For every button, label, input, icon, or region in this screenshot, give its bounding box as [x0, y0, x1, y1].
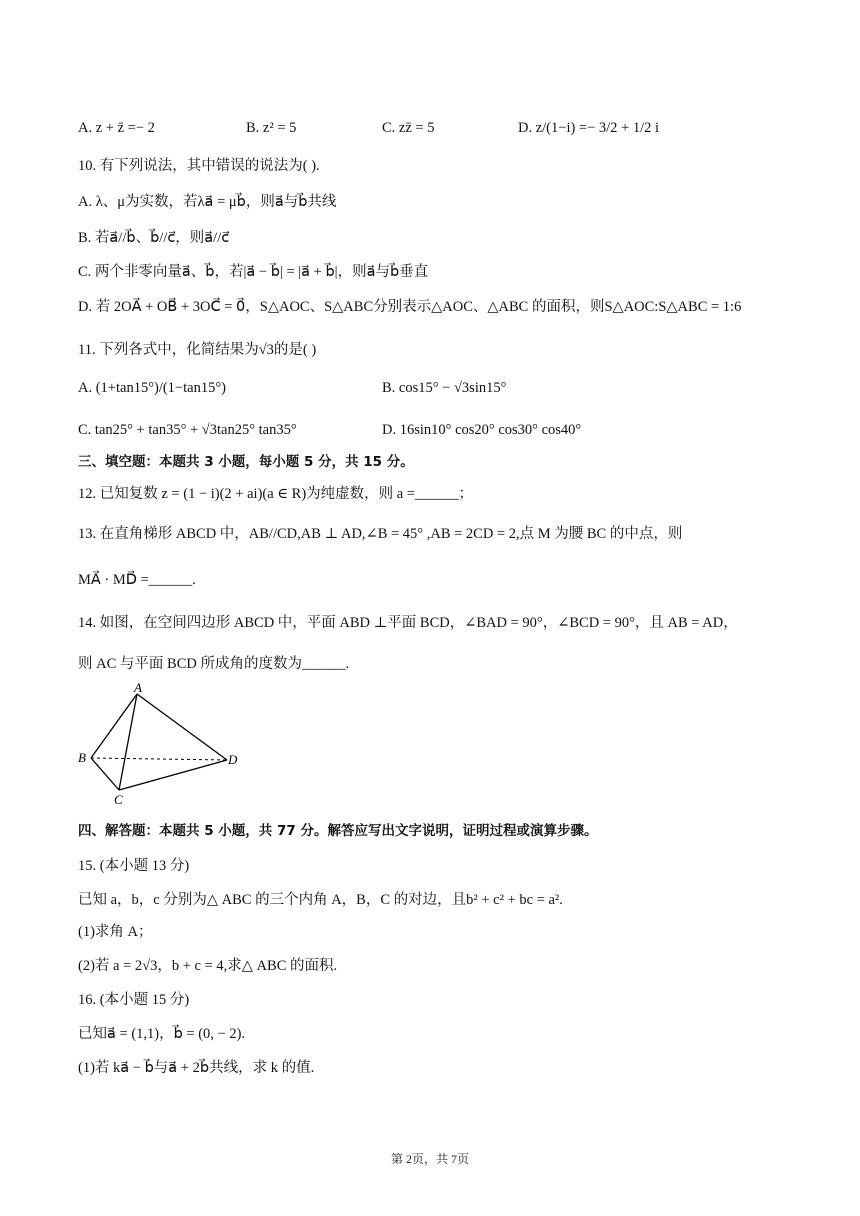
q16-part-1: (1)若 ka⃗ − b⃗与a⃗ + 2b⃗共线，求 k 的值. — [78, 1060, 315, 1076]
edge-ac — [119, 694, 137, 790]
q10-option-c: C. 两个非零向量a⃗、b⃗，若|a⃗ − b⃗| = |a⃗ + b⃗|，则a⃗与b⃗垂直 — [78, 264, 429, 280]
q11-option-b: B. cos15° − √3sin15° — [382, 380, 507, 396]
label-a: A — [134, 682, 142, 695]
edge-bc — [91, 758, 119, 790]
q10-option-a: A. λ、μ为实数，若λa⃗ = μb⃗，则a⃗与b⃗共线 — [78, 194, 337, 210]
q16-stem: 已知a⃗ = (1,1)，b⃗ = (0, − 2). — [78, 1026, 246, 1042]
page-footer: 第 2页，共 7页 — [390, 1152, 469, 1166]
q11-option-a: A. (1+tan15°)/(1−tan15°) — [78, 380, 226, 396]
q15-part-2: (2)若 a = 2√3，b + c = 4,求△ ABC 的面积. — [78, 958, 338, 974]
section-3-heading: 三、填空题：本题共 3 小题，每小题 5 分，共 15 分。 — [78, 454, 414, 470]
q10-option-b: B. 若a⃗//b⃗、b⃗//c⃗，则a⃗//c⃗ — [78, 230, 230, 246]
q14-line-2: 则 AC 与平面 BCD 所成角的度数为______. — [78, 656, 350, 672]
q11-option-d: D. 16sin10° cos20° cos30° cos40° — [382, 422, 582, 438]
edge-ab — [91, 694, 137, 758]
q15-stem: 已知 a，b，c 分别为△ ABC 的三个内角 A，B，C 的对边，且b² + c² + bc = a². — [78, 892, 563, 908]
q9-option-b: B. z² = 5 — [246, 120, 297, 136]
tetrahedron-figure — [74, 682, 244, 808]
q15-heading: 15. (本小题 13 分) — [78, 858, 190, 874]
edge-cd — [119, 760, 227, 790]
q16-heading: 16. (本小题 15 分) — [78, 992, 190, 1008]
q11-option-c: C. tan25° + tan35° + √3tan25° tan35° — [78, 422, 297, 438]
label-b: B — [78, 750, 86, 765]
q11-stem: 11. 下列各式中，化简结果为√3的是( ) — [78, 342, 317, 358]
q10-option-d: D. 若 2OA⃗ + OB⃗ + 3OC⃗ = 0⃗，S△AOC、S△ABC分别表示△AOC、△ABC 的面积，则S△AOC:S△ABC = 1:6 — [78, 299, 742, 315]
q10-stem: 10. 有下列说法，其中错误的说法为( ). — [78, 158, 320, 174]
q14-line-1: 14. 如图，在空间四边形 ABCD 中，平面 ABD ⊥平面 BCD，∠BAD = 90°，∠BCD = 90°，且 AB = AD， — [78, 615, 738, 631]
label-c: C — [114, 792, 123, 807]
q13-line-2: MA⃗ · MD⃗ =______. — [78, 572, 196, 588]
q9-option-c: C. zz̄ = 5 — [382, 120, 435, 136]
q13-line-1: 13. 在直角梯形 ABCD 中，AB//CD,AB ⊥ AD,∠B = 45° ,AB = 2CD = 2,点 M 为腰 BC 的中点，则 — [78, 526, 683, 542]
q15-part-1: (1)求角 A； — [78, 924, 153, 940]
q12: 12. 已知复数 z = (1 − i)(2 + ai)(a ∈ R)为纯虚数，则 a =______； — [78, 486, 474, 502]
q9-option-d: D. z/(1−i) =− 3/2 + 1/2 i — [518, 120, 660, 136]
q9-option-a: A. z + z̄ =− 2 — [78, 120, 155, 136]
edge-bd-dashed — [91, 758, 227, 760]
label-d: D — [228, 752, 238, 767]
section-4-heading: 四、解答题：本题共 5 小题，共 77 分。解答应写出文字说明，证明过程或演算步骤。 — [78, 823, 598, 839]
edge-ad — [137, 694, 227, 760]
